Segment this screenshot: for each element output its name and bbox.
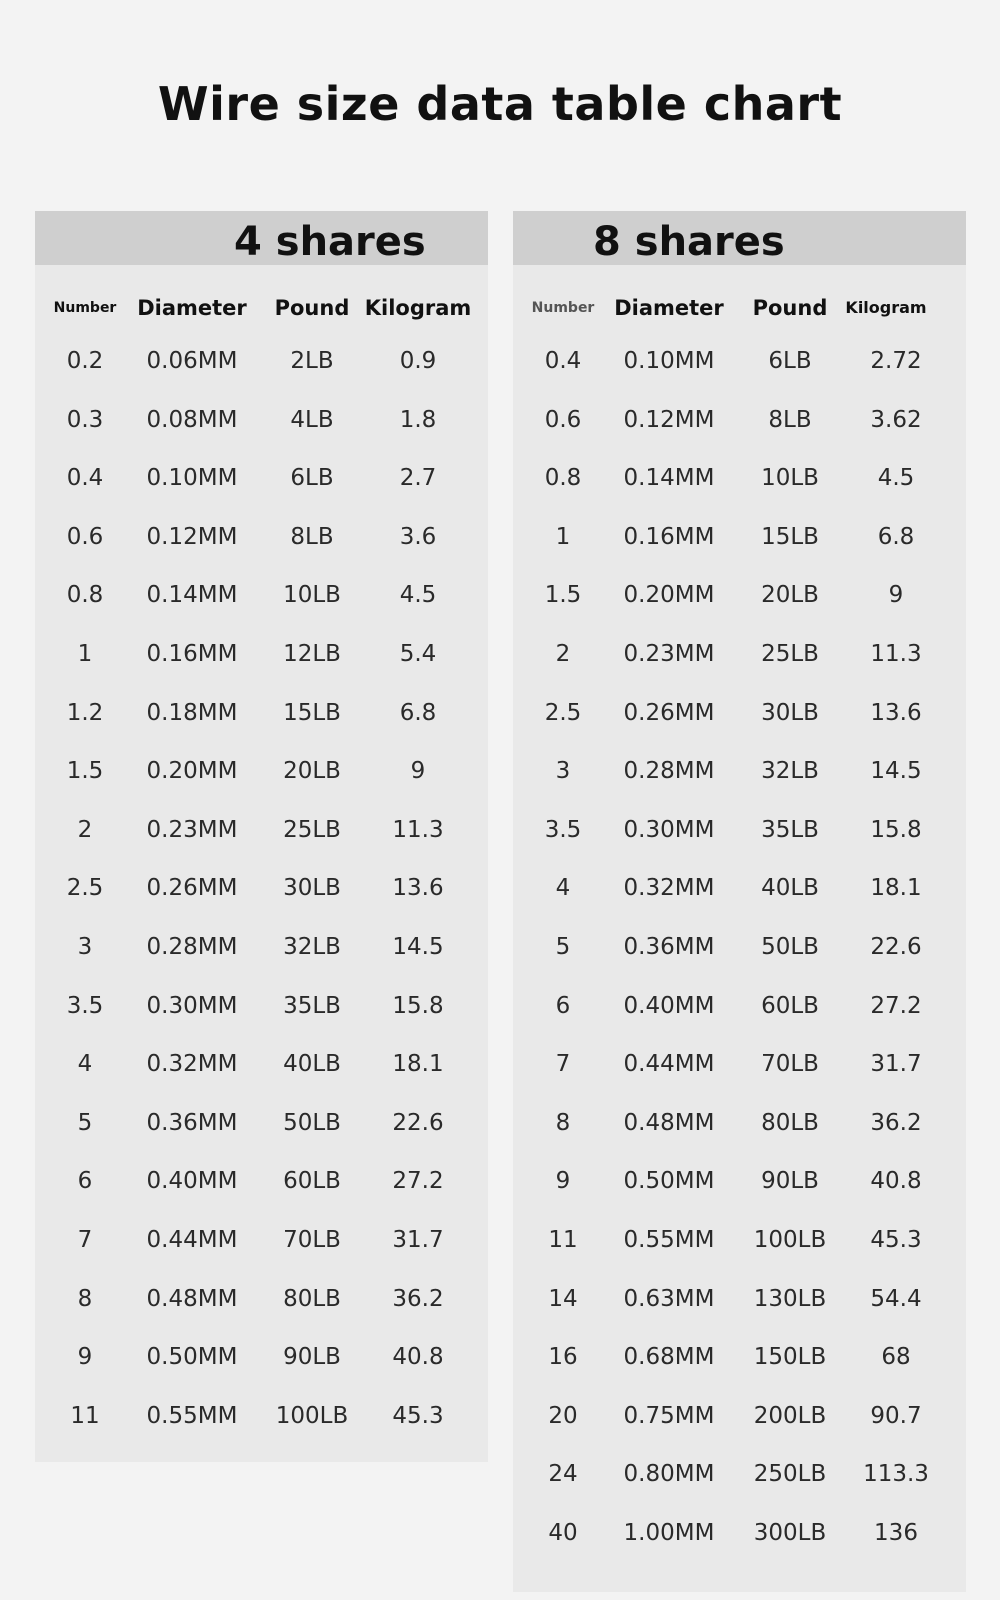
cell-kilogram: 45.3 xyxy=(392,1402,444,1429)
cell-diameter: 0.16MM xyxy=(623,523,715,550)
cell-kilogram: 27.2 xyxy=(870,992,922,1019)
cell-number: 1.5 xyxy=(544,582,582,609)
table-row xyxy=(513,1270,966,1329)
cell-kilogram: 14.5 xyxy=(870,758,922,785)
cell-pound: 2LB xyxy=(290,348,334,374)
cell-diameter: 0.12MM xyxy=(623,406,715,433)
cell-kilogram: 6.8 xyxy=(877,523,915,550)
cell-kilogram: 9 xyxy=(888,582,904,609)
cell-pound: 200LB xyxy=(753,1402,827,1429)
cell-diameter: 0.44MM xyxy=(623,1051,715,1078)
cell-kilogram: 9 xyxy=(410,758,426,785)
table-row xyxy=(513,391,966,450)
cell-number: 8 xyxy=(77,1285,93,1312)
cell-number: 2 xyxy=(77,816,93,843)
table-4-shares xyxy=(35,211,488,1462)
cell-kilogram: 4.5 xyxy=(399,582,437,609)
cell-kilogram: 18.1 xyxy=(870,875,922,902)
cell-pound: 35LB xyxy=(761,816,819,843)
table-row xyxy=(513,1211,966,1270)
cell-number: 40 xyxy=(548,1519,578,1546)
cell-number: 4 xyxy=(77,1051,93,1078)
cell-kilogram: 6.8 xyxy=(399,699,437,726)
table-row xyxy=(513,1387,966,1446)
table-row xyxy=(35,1387,488,1446)
cell-kilogram: 0.9 xyxy=(399,348,437,374)
cell-diameter: 0.55MM xyxy=(623,1226,715,1253)
cell-pound: 90LB xyxy=(283,1344,341,1371)
cell-pound: 20LB xyxy=(283,758,341,785)
cell-diameter: 0.32MM xyxy=(146,1051,238,1078)
cell-diameter: 0.55MM xyxy=(146,1402,238,1429)
cell-diameter: 0.63MM xyxy=(623,1285,715,1312)
cell-diameter: 0.50MM xyxy=(623,1168,715,1195)
table-row xyxy=(35,742,488,801)
table-row xyxy=(513,1152,966,1211)
table-title: 8 shares xyxy=(593,219,785,265)
cell-diameter: 0.32MM xyxy=(623,875,715,902)
cell-pound: 100LB xyxy=(753,1226,827,1253)
cell-pound: 30LB xyxy=(283,875,341,902)
table-row xyxy=(35,1270,488,1329)
table-row xyxy=(513,625,966,684)
cell-pound: 32LB xyxy=(283,933,341,960)
cell-diameter: 0.26MM xyxy=(146,875,238,902)
table-row xyxy=(35,1211,488,1270)
table-row xyxy=(513,977,966,1036)
cell-number: 0.4 xyxy=(66,465,104,492)
cell-number: 7 xyxy=(555,1051,571,1078)
table-row xyxy=(35,1035,488,1094)
cell-pound: 35LB xyxy=(283,992,341,1019)
cell-kilogram: 3.62 xyxy=(870,406,922,433)
cell-pound: 70LB xyxy=(283,1226,341,1253)
cell-diameter: 0.08MM xyxy=(146,406,238,433)
cell-pound: 12LB xyxy=(283,640,341,667)
cell-number: 24 xyxy=(548,1461,578,1488)
cell-number: 9 xyxy=(77,1344,93,1371)
cell-kilogram: 5.4 xyxy=(399,640,437,667)
table-row xyxy=(35,918,488,977)
table-row xyxy=(513,332,966,391)
cell-pound: 4LB xyxy=(290,406,334,433)
table-row xyxy=(35,1152,488,1211)
cell-diameter: 0.68MM xyxy=(623,1344,715,1371)
table-row xyxy=(513,1035,966,1094)
table-row xyxy=(35,625,488,684)
cell-number: 6 xyxy=(77,1168,93,1195)
cell-diameter: 0.16MM xyxy=(146,640,238,667)
cell-diameter: 0.10MM xyxy=(623,348,715,374)
table-row xyxy=(35,977,488,1036)
cell-pound: 25LB xyxy=(761,640,819,667)
cell-diameter: 0.14MM xyxy=(146,582,238,609)
cell-kilogram: 90.7 xyxy=(870,1402,922,1429)
cell-kilogram: 11.3 xyxy=(870,640,922,667)
cell-pound: 30LB xyxy=(761,699,819,726)
cell-pound: 8LB xyxy=(768,406,812,433)
cell-diameter: 0.26MM xyxy=(623,699,715,726)
cell-pound: 60LB xyxy=(761,992,819,1019)
table-title: 4 shares xyxy=(234,219,426,265)
cell-pound: 250LB xyxy=(753,1461,827,1488)
table-row xyxy=(35,1094,488,1153)
cell-diameter: 0.40MM xyxy=(623,992,715,1019)
cell-kilogram: 14.5 xyxy=(392,933,444,960)
cell-kilogram: 36.2 xyxy=(870,1109,922,1136)
cell-number: 0.6 xyxy=(66,523,104,550)
cell-pound: 32LB xyxy=(761,758,819,785)
cell-kilogram: 40.8 xyxy=(392,1344,444,1371)
cell-pound: 80LB xyxy=(283,1285,341,1312)
cell-number: 7 xyxy=(77,1226,93,1253)
table-row xyxy=(35,1328,488,1387)
table-body xyxy=(513,332,966,1562)
cell-kilogram: 2.7 xyxy=(399,465,437,492)
cell-number: 0.6 xyxy=(544,406,582,433)
cell-number: 5 xyxy=(77,1109,93,1136)
table-row xyxy=(35,859,488,918)
cell-number: 16 xyxy=(548,1344,578,1371)
table-row xyxy=(513,918,966,977)
table-row xyxy=(513,859,966,918)
cell-kilogram: 13.6 xyxy=(870,699,922,726)
cell-kilogram: 15.8 xyxy=(870,816,922,843)
cell-kilogram: 22.6 xyxy=(870,933,922,960)
cell-number: 3 xyxy=(77,933,93,960)
cell-number: 0.3 xyxy=(66,406,104,433)
cell-kilogram: 1.8 xyxy=(399,406,437,433)
cell-number: 9 xyxy=(555,1168,571,1195)
cell-pound: 25LB xyxy=(283,816,341,843)
cell-kilogram: 4.5 xyxy=(877,465,915,492)
cell-pound: 15LB xyxy=(761,523,819,550)
cell-diameter: 0.10MM xyxy=(146,465,238,492)
column-header-number: Number xyxy=(531,300,595,316)
cell-diameter: 1.00MM xyxy=(623,1519,715,1546)
cell-pound: 80LB xyxy=(761,1109,819,1136)
cell-number: 8 xyxy=(555,1109,571,1136)
table-row xyxy=(513,1445,966,1504)
cell-pound: 6LB xyxy=(290,465,334,492)
table-8-shares xyxy=(513,211,966,1592)
table-row xyxy=(35,801,488,860)
table-row xyxy=(35,508,488,567)
column-header-diameter: Diameter xyxy=(137,296,247,320)
cell-number: 2 xyxy=(555,640,571,667)
cell-number: 1 xyxy=(77,640,93,667)
cell-number: 14 xyxy=(548,1285,578,1312)
cell-diameter: 0.23MM xyxy=(146,816,238,843)
cell-number: 6 xyxy=(555,992,571,1019)
table-body xyxy=(35,332,488,1445)
cell-pound: 8LB xyxy=(290,523,334,550)
cell-diameter: 0.18MM xyxy=(146,699,238,726)
cell-pound: 150LB xyxy=(753,1344,827,1371)
cell-diameter: 0.75MM xyxy=(623,1402,715,1429)
table-header-bar xyxy=(513,211,966,265)
cell-number: 5 xyxy=(555,933,571,960)
cell-kilogram: 18.1 xyxy=(392,1051,444,1078)
cell-kilogram: 11.3 xyxy=(392,816,444,843)
table-header-bar xyxy=(35,211,488,265)
cell-diameter: 0.44MM xyxy=(146,1226,238,1253)
cell-kilogram: 31.7 xyxy=(870,1051,922,1078)
cell-kilogram: 68 xyxy=(881,1344,911,1371)
table-row xyxy=(35,566,488,625)
cell-number: 2.5 xyxy=(544,699,582,726)
table-row xyxy=(35,391,488,450)
cell-pound: 15LB xyxy=(283,699,341,726)
cell-diameter: 0.20MM xyxy=(146,758,238,785)
cell-number: 1 xyxy=(555,523,571,550)
cell-number: 3.5 xyxy=(66,992,104,1019)
cell-number: 3.5 xyxy=(544,816,582,843)
cell-number: 1.5 xyxy=(66,758,104,785)
cell-kilogram: 136 xyxy=(874,1519,918,1546)
cell-kilogram: 36.2 xyxy=(392,1285,444,1312)
cell-number: 0.8 xyxy=(66,582,104,609)
cell-pound: 130LB xyxy=(753,1285,827,1312)
cell-pound: 20LB xyxy=(761,582,819,609)
cell-number: 1.2 xyxy=(66,699,104,726)
cell-kilogram: 15.8 xyxy=(392,992,444,1019)
column-header-number: Number xyxy=(53,300,117,316)
cell-kilogram: 22.6 xyxy=(392,1109,444,1136)
cell-pound: 50LB xyxy=(761,933,819,960)
cell-diameter: 0.80MM xyxy=(623,1461,715,1488)
cell-pound: 40LB xyxy=(761,875,819,902)
cell-kilogram: 40.8 xyxy=(870,1168,922,1195)
cell-pound: 10LB xyxy=(761,465,819,492)
column-header-pound: Pound xyxy=(752,296,828,320)
cell-number: 11 xyxy=(70,1402,100,1429)
cell-diameter: 0.48MM xyxy=(146,1285,238,1312)
cell-kilogram: 54.4 xyxy=(870,1285,922,1312)
cell-pound: 6LB xyxy=(768,348,812,374)
cell-diameter: 0.20MM xyxy=(623,582,715,609)
cell-diameter: 0.30MM xyxy=(146,992,238,1019)
cell-pound: 70LB xyxy=(761,1051,819,1078)
cell-number: 0.2 xyxy=(66,348,104,374)
cell-diameter: 0.28MM xyxy=(146,933,238,960)
cell-diameter: 0.48MM xyxy=(623,1109,715,1136)
cell-diameter: 0.50MM xyxy=(146,1344,238,1371)
cell-diameter: 0.30MM xyxy=(623,816,715,843)
cell-diameter: 0.06MM xyxy=(146,348,238,374)
cell-kilogram: 2.72 xyxy=(870,348,922,374)
table-row xyxy=(35,449,488,508)
cell-diameter: 0.23MM xyxy=(623,640,715,667)
cell-number: 0.8 xyxy=(544,465,582,492)
table-row xyxy=(513,684,966,743)
cell-kilogram: 45.3 xyxy=(870,1226,922,1253)
cell-kilogram: 13.6 xyxy=(392,875,444,902)
cell-number: 3 xyxy=(555,758,571,785)
table-row xyxy=(513,742,966,801)
column-header-diameter: Diameter xyxy=(614,296,724,320)
page-title: Wire size data table chart xyxy=(157,77,843,131)
cell-pound: 10LB xyxy=(283,582,341,609)
cell-kilogram: 3.6 xyxy=(399,523,437,550)
cell-diameter: 0.40MM xyxy=(146,1168,238,1195)
table-row xyxy=(513,1094,966,1153)
cell-pound: 40LB xyxy=(283,1051,341,1078)
cell-pound: 90LB xyxy=(761,1168,819,1195)
cell-number: 20 xyxy=(548,1402,578,1429)
table-row xyxy=(35,332,488,391)
cell-kilogram: 31.7 xyxy=(392,1226,444,1253)
cell-pound: 50LB xyxy=(283,1109,341,1136)
cell-number: 0.4 xyxy=(544,348,582,374)
cell-pound: 100LB xyxy=(275,1402,349,1429)
cell-diameter: 0.28MM xyxy=(623,758,715,785)
table-row xyxy=(513,566,966,625)
cell-kilogram: 27.2 xyxy=(392,1168,444,1195)
cell-diameter: 0.14MM xyxy=(623,465,715,492)
cell-diameter: 0.36MM xyxy=(623,933,715,960)
column-header-kilogram: Kilogram xyxy=(845,298,927,317)
table-row xyxy=(513,1504,966,1563)
cell-pound: 300LB xyxy=(753,1519,827,1546)
table-row xyxy=(513,508,966,567)
table-row xyxy=(513,801,966,860)
cell-diameter: 0.12MM xyxy=(146,523,238,550)
column-header-kilogram: Kilogram xyxy=(364,296,472,320)
cell-diameter: 0.36MM xyxy=(146,1109,238,1136)
cell-number: 11 xyxy=(548,1226,578,1253)
table-row xyxy=(513,449,966,508)
cell-kilogram: 113.3 xyxy=(863,1461,929,1488)
cell-number: 4 xyxy=(555,875,571,902)
table-row xyxy=(513,1328,966,1387)
cell-number: 2.5 xyxy=(66,875,104,902)
cell-pound: 60LB xyxy=(283,1168,341,1195)
column-header-pound: Pound xyxy=(274,296,350,320)
table-row xyxy=(35,684,488,743)
